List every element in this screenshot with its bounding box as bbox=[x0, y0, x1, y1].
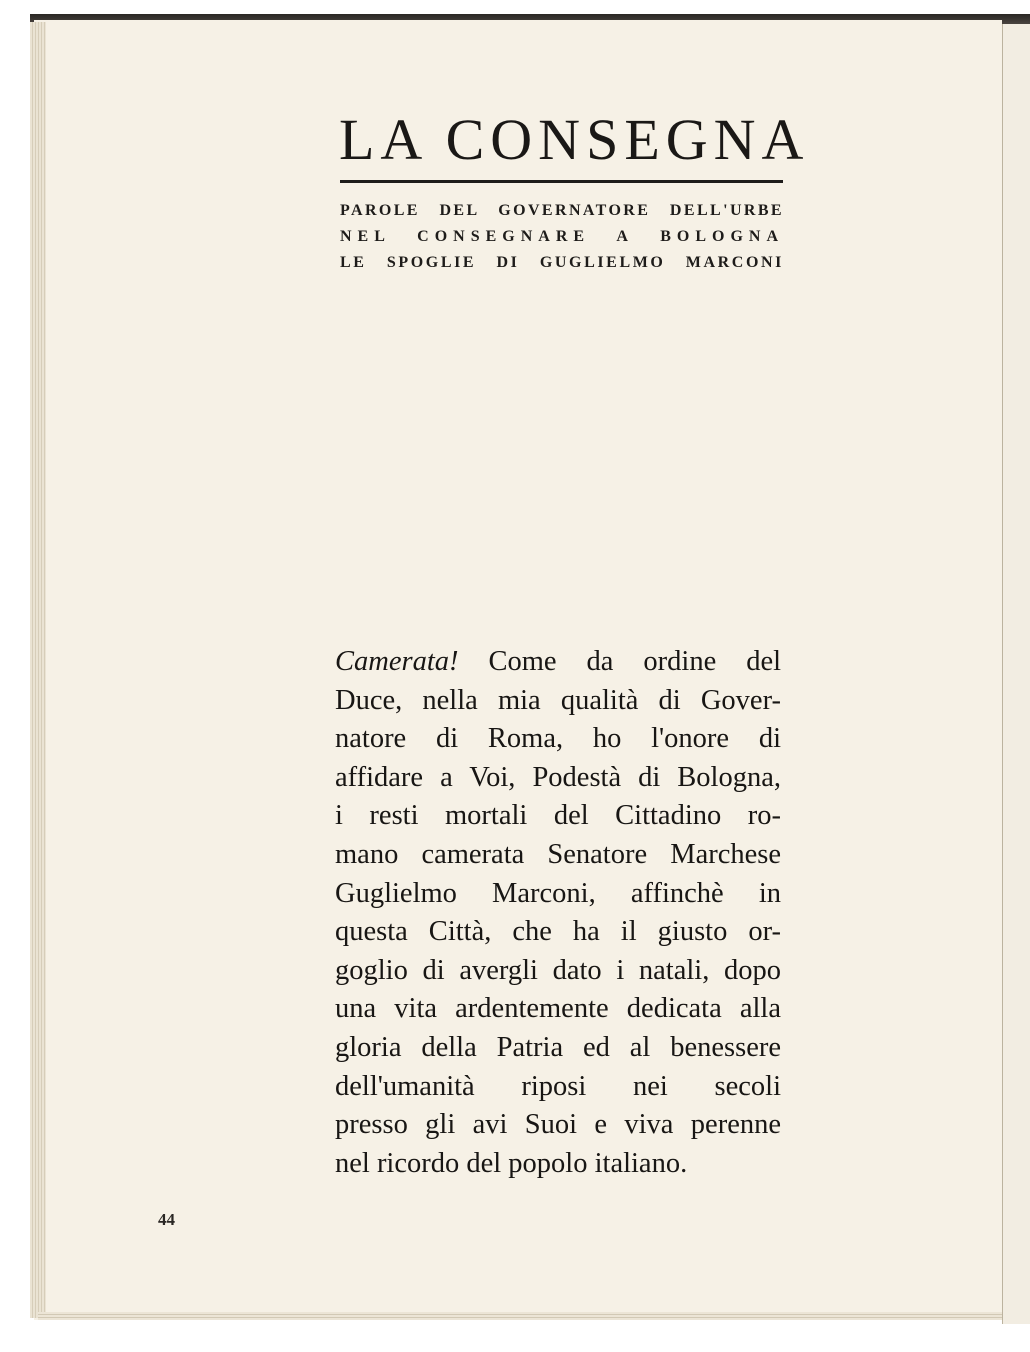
speech-line: dell'umanità riposi nei secoli bbox=[335, 1070, 781, 1102]
page-title: LA CONSEGNA bbox=[339, 107, 810, 172]
speech-line: una vita ardentemente dedicata alla bbox=[335, 993, 781, 1025]
speech-line: Guglielmo Marconi, affinchè in bbox=[335, 877, 781, 909]
adjacent-page-edge bbox=[1002, 24, 1030, 1324]
subtitle-line: PAROLE DEL GOVERNATORE DELL'URBE bbox=[340, 202, 784, 219]
speech-line: nel ricordo del popolo italiano. bbox=[335, 1147, 688, 1179]
speech-line: natore di Roma, ho l'onore di bbox=[335, 723, 781, 755]
page-number: 44 bbox=[158, 1210, 175, 1229]
page-stack-edge bbox=[30, 22, 46, 1318]
speech-line-text: Come da ordine del bbox=[488, 646, 782, 677]
speech-line: presso gli avi Suoi e viva perenne bbox=[335, 1109, 781, 1141]
speech-line: mano camerata Senatore Marchese bbox=[335, 838, 781, 870]
speech-line: gloria della Patria ed al benessere bbox=[335, 1031, 781, 1063]
speech-line: affidare a Voi, Podestà di Bologna, bbox=[335, 761, 781, 793]
speech-line: goglio di avergli dato i natali, dopo bbox=[335, 954, 781, 986]
speech-line: questa Città, che ha il giusto or- bbox=[335, 916, 781, 948]
opening-word: Camerata! bbox=[335, 646, 459, 677]
subtitle-line: NEL CONSEGNARE A BOLOGNA bbox=[340, 228, 784, 245]
page-stack-bottom-edge bbox=[38, 1312, 1002, 1320]
speech-line: Duce, nella mia qualità di Gover- bbox=[335, 684, 781, 716]
subtitle-block bbox=[340, 198, 784, 276]
subtitle-line: LE SPOGLIE DI GUGLIELMO MARCONI bbox=[340, 254, 784, 271]
title-rule bbox=[340, 180, 783, 183]
speech-line: i resti mortali del Cittadino ro- bbox=[335, 800, 781, 832]
speech-paragraph bbox=[335, 643, 781, 1183]
speech-line bbox=[335, 643, 781, 682]
